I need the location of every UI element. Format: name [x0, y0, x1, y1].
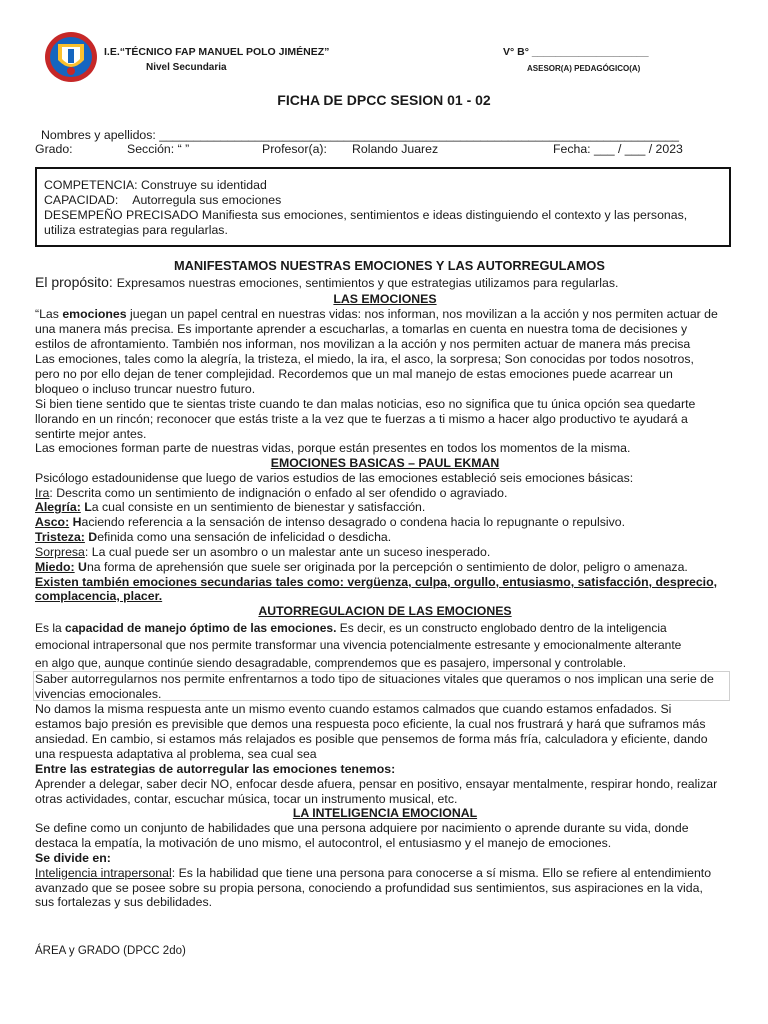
names-label: Nombres y apellidos: — [41, 128, 160, 142]
competence-line: COMPETENCIA: Construye su identidad — [44, 178, 267, 192]
paragraph-line: Se define como un conjunto de habilidades que una persona adquiere por nacimiento o aprende durante su vida, donde — [35, 821, 689, 835]
purpose-text: Expresamos nuestras emociones, sentimientos y que estrategias utilizamos para regularlas. — [116, 276, 619, 290]
purpose-label: El propósito: — [35, 274, 117, 290]
paragraph-line: Saber autorregularnos nos permite enfrentarnos a todo tipo de situaciones vitales que queramos o nos implican una serie de — [35, 672, 714, 686]
main-title: MANIFESTAMOS NUESTRAS EMOCIONES Y LAS AUTORREGULAMOS — [174, 258, 605, 273]
paragraph-line: sus fortalezas y sus debilidades. — [35, 895, 213, 909]
paragraph-line: estamos bajo presión es previsible que demos una respuesta poco eficiente, la cual nos frustrará y hará que suframos más — [35, 717, 706, 731]
competence-box — [35, 167, 731, 247]
capacity-value: Autorregula sus emociones — [132, 193, 282, 207]
paragraph-line: avanzado que se posee sobre su propia persona, conociendo a profundidad sus sentimientos, sus aspiraciones en la vida, — [35, 881, 703, 895]
advisor-label: ASESOR(A) PEDAGÓGICO(A) — [527, 64, 641, 73]
purpose — [35, 274, 618, 292]
school-logo — [44, 30, 98, 84]
emotion-asco: Asco: Haciendo referencia a la sensación de intenso desagrado o condena hacia lo repugnante o repulsivo. — [35, 515, 625, 529]
capacity-label: CAPACIDAD: — [44, 193, 119, 207]
section-basic-emotions-title: EMOCIONES BASICAS – PAUL EKMAN — [270, 456, 500, 470]
secondary-emotions-2: complacencia, placer. — [35, 589, 163, 603]
emotion-tristeza: Tristeza: Definida como una sensación de infelicidad o desdicha. — [35, 530, 392, 544]
page-title: FICHA DE DPCC SESION 01 - 02 — [277, 92, 491, 108]
paragraph-line: Las emociones forman parte de nuestras vidas, porque están presentes en todos los momentos de la misma. — [35, 441, 631, 455]
paragraph-line: Aprender a delegar, saber decir NO, enfocar desde afuera, pensar en positivo, ensayar mentalmente, respirar hondo, realizar — [35, 777, 718, 791]
teacher-label: Profesor(a): — [262, 142, 327, 156]
paragraph-line: Las emociones, tales como la alegría, la tristeza, el miedo, la ira, el asco, la sorpresa; Son conocidas por todos nosotros, — [35, 352, 694, 366]
paragraph-line: en algo que, aunque continúe siendo desagradable, comprendemos que es pasajero, impersonal y controlable. — [35, 656, 627, 670]
school-level: Nivel Secundaria — [146, 62, 227, 73]
names-field[interactable]: ____________________________________________________________________________ — [159, 128, 680, 142]
emotion-ira: Ira: Descrita como un sentimiento de indignación o enfado al ser ofendido o agraviado. — [35, 486, 508, 500]
performance-line-2: utiliza estrategias para regularlas. — [44, 223, 228, 237]
strategies-heading: Entre las estrategias de autorregular las emociones tenemos: — [35, 762, 396, 776]
vb-signature-line: V° B° ____________________ — [503, 46, 649, 58]
capacity-line — [44, 193, 722, 208]
emotion-sorpresa: Sorpresa: La cual puede ser un asombro o un malestar ante un suceso inesperado. — [35, 545, 491, 559]
footer-area-grade: ÁREA y GRADO (DPCC 2do) — [35, 945, 186, 957]
paragraph-line: sentirte mejor antes. — [35, 427, 147, 441]
paragraph-line: No damos la misma respuesta ante un mismo evento cuando estamos calmados que cuando estamos enfadados. Si — [35, 702, 672, 716]
paragraph-line: estilos de afrontamiento. También nos informan, nos movilizan a la acción y nos permiten actuar de manera más precisa — [35, 337, 691, 351]
paragraph-line: ansiedad. En cambio, si estamos más relajados es posible que pensemos de forma más fría, calculadora y eficiente, dando — [35, 732, 708, 746]
paragraph-line: “Las emociones juegan un papel central en nuestras vidas: nos informan, nos movilizan a la acción y nos permiten actuar de — [35, 307, 718, 321]
paragraph-line: pero no por ello dejan de tener complejidad. Recordemos que un mal manejo de estas emociones puede acarrear un — [35, 367, 673, 381]
section-emotions-title: LAS EMOCIONES — [333, 292, 437, 306]
paragraph-line: Psicólogo estadounidense que luego de varios estudios de las emociones estableció seis emociones básicas: — [35, 471, 634, 485]
paragraph-line: una manera más precisa. Es importante aprender a escucharlas, a tomarlas en cuenta en nuestra toma de decisiones y — [35, 322, 688, 336]
teacher-name: Rolando Juarez — [352, 142, 439, 156]
paragraph-line: Es la capacidad de manejo óptimo de las emociones. Es decir, es un constructo englobado dentro de la inteligencia — [35, 621, 667, 635]
paragraph-line: destaca la empatía, la motivación de uno mismo, el autocontrol, el entusiasmo y el manejo de emociones. — [35, 836, 612, 850]
school-name: I.E.“TÉCNICO FAP MANUEL POLO JIMÉNEZ” — [104, 46, 330, 58]
paragraph-line: bloqueo o incluso truncar nuestro futuro. — [35, 382, 256, 396]
paragraph-line: una respuesta adaptativa al problema, sea cual sea — [35, 747, 317, 761]
performance-label: DESEMPEÑO PRECISADO — [44, 208, 199, 222]
section-label: Sección: “ ” — [127, 142, 190, 156]
grade-label: Grado: — [35, 142, 73, 156]
performance-line — [44, 208, 722, 223]
performance-value: Manifiesta sus emociones, sentimientos e ideas distinguiendo el contexto y las personas, — [198, 208, 688, 222]
names-row — [41, 128, 731, 142]
emotion-alegria: Alegría: La cual consiste en un sentimiento de bienestar y satisfacción. — [35, 500, 426, 514]
paragraph-line: Si bien tiene sentido que te sientas triste cuando te dan malas noticias, eso no significa que tu única opción sea quedarte — [35, 397, 696, 411]
paragraph-line: vivencias emocionales. — [35, 687, 162, 701]
paragraph-line: Inteligencia intrapersonal: Es la habilidad que tiene una persona para conocerse a sí misma. Ello se refiere al entendimiento — [35, 866, 712, 880]
emotion-miedo: Miedo: Una forma de aprehensión que suele ser originada por la percepción o sentimiento de dolor, peligro o amenaza. — [35, 560, 688, 574]
date-field: Fecha: ___ / ___ / 2023 — [553, 142, 683, 156]
secondary-emotions: Existen también emociones secundarias tales como: vergüenza, culpa, orgullo, entusiasmo, satisfacción, desprecio, — [35, 575, 718, 589]
paragraph-line: emocional intrapersonal que nos permite transformar una vivencia potencialmente estresante y emocionalmente alterante — [35, 638, 682, 652]
paragraph-line: otras actividades, contar, escuchar música, tocar un instrumento musical, etc. — [35, 792, 458, 806]
paragraph-line: llorando en un rincón; reconocer que estás triste a la vez que te fuerzas a ti mismo a hacer algo productivo te ayudará a — [35, 412, 688, 426]
section-emotional-intelligence-title: LA INTELIGENCIA EMOCIONAL — [292, 806, 478, 820]
section-self-regulation-title: AUTORREGULACION DE LAS EMOCIONES — [258, 604, 512, 618]
divides-heading: Se divide en: — [35, 851, 111, 865]
